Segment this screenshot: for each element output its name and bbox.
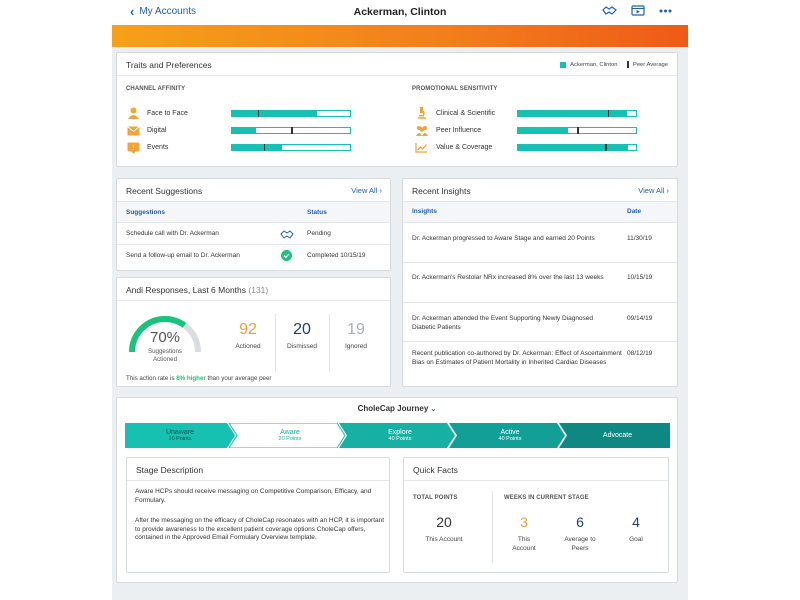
check-circle-icon bbox=[281, 250, 292, 261]
divider bbox=[275, 314, 276, 372]
suggestions-card bbox=[116, 178, 391, 271]
insight-text: Dr. Ackerman progressed to Aware Stage and earned 20 Points bbox=[412, 235, 595, 242]
page-title: Ackerman, Clinton bbox=[353, 6, 447, 18]
channel-bar-0-fill bbox=[232, 111, 317, 116]
insights-view-all-label: View All bbox=[638, 186, 665, 195]
stat-value: 92 bbox=[239, 321, 257, 338]
promo-bar-0 bbox=[517, 110, 637, 117]
total-points-label: This Account bbox=[425, 536, 463, 543]
trend-chart-icon bbox=[415, 142, 428, 153]
col-insights: Insights bbox=[412, 208, 437, 215]
divider bbox=[329, 314, 330, 372]
divider bbox=[403, 262, 677, 263]
stage-points: 20 Points bbox=[278, 435, 302, 442]
weeks-value: 6 bbox=[576, 514, 584, 530]
promo-bar-0-fill bbox=[518, 111, 627, 116]
quick-facts-card bbox=[403, 457, 669, 573]
legend-peer-label: Peer Average bbox=[632, 61, 668, 68]
journey-selector[interactable] bbox=[117, 404, 677, 413]
weeks-value: 3 bbox=[520, 514, 528, 530]
channel-label-2: Events bbox=[147, 144, 169, 151]
stage-advocate[interactable] bbox=[565, 424, 670, 446]
divider bbox=[117, 244, 390, 245]
insight-text: Dr. Ackerman attended the Event Supporting Newly Diagnosed Diabetic Patients bbox=[412, 315, 594, 331]
stage-name: Unaware bbox=[165, 428, 194, 436]
stage-active[interactable] bbox=[455, 424, 565, 446]
promo-bar-0-peer bbox=[608, 110, 610, 117]
events-icon bbox=[127, 142, 140, 154]
col-status: Status bbox=[307, 209, 327, 216]
note-highlight: 8% higher bbox=[176, 375, 206, 382]
stage-description-title: Stage Description bbox=[136, 465, 204, 475]
legend-peer-swatch bbox=[627, 61, 629, 68]
stat-ignored bbox=[333, 321, 379, 350]
channel-bar-2-fill bbox=[232, 145, 282, 150]
chevron-right-icon: › bbox=[379, 186, 382, 195]
traits-title: Traits and Preferences bbox=[126, 60, 212, 70]
responses-title-row bbox=[126, 285, 268, 295]
weeks-label: Goal bbox=[629, 536, 643, 543]
weeks-label: This Account bbox=[512, 536, 536, 552]
face-to-face-icon bbox=[127, 107, 140, 119]
presentation-icon[interactable] bbox=[631, 5, 645, 16]
weeks-heading: WEEKS IN CURRENT STAGE bbox=[504, 495, 589, 501]
handshake-icon[interactable] bbox=[602, 5, 617, 16]
promo-bar-2-peer bbox=[605, 144, 607, 151]
suggestion-status: Pending bbox=[307, 230, 331, 237]
promo-label-2: Value & Coverage bbox=[436, 144, 493, 151]
channel-bar-2 bbox=[231, 144, 351, 151]
stat-label: Actioned bbox=[235, 343, 261, 350]
stage-points: 10 Points bbox=[168, 435, 192, 442]
insights-title: Recent Insights bbox=[412, 186, 471, 196]
chevron-right-icon: › bbox=[666, 186, 669, 195]
stage-explore[interactable] bbox=[345, 424, 455, 446]
stat-label: Dismissed bbox=[287, 343, 317, 350]
more-icon[interactable] bbox=[659, 9, 672, 13]
svg-text:!: ! bbox=[132, 145, 135, 152]
suggestion-text: Schedule call with Dr. Ackerman bbox=[126, 230, 219, 237]
divider bbox=[403, 222, 677, 223]
channel-label-1: Digital bbox=[147, 127, 167, 134]
divider bbox=[404, 480, 668, 481]
responses-title: Andi Responses, Last 6 Months bbox=[126, 285, 247, 295]
top-bar bbox=[112, 0, 688, 25]
app-frame bbox=[112, 0, 688, 600]
chevron-left-icon: ‹ bbox=[130, 3, 135, 19]
stage-name: Advocate bbox=[602, 431, 633, 439]
gauge-label: Suggestions Actioned bbox=[147, 348, 183, 363]
note-prefix: This action rate is bbox=[126, 375, 177, 382]
stage-description-p2: After the messaging on the efficacy of CholeCap resonates with an HCP, it is important to provide awareness to the excellent patient coverage options CholeCap offers, contained in the Approved Email Formulary Overview template. bbox=[135, 517, 385, 541]
promo-bar-1 bbox=[517, 127, 637, 134]
responses-count: (131) bbox=[248, 285, 269, 295]
total-points bbox=[413, 514, 475, 543]
stage-name: Aware bbox=[280, 428, 300, 436]
channel-bar-2-peer bbox=[264, 144, 266, 151]
stat-value: 19 bbox=[347, 321, 365, 338]
col-suggestions: Suggestions bbox=[126, 209, 166, 216]
total-points-value: 20 bbox=[436, 514, 452, 530]
stat-label: Ignored bbox=[344, 343, 368, 350]
back-label: My Accounts bbox=[139, 6, 197, 17]
channel-bar-1-peer bbox=[291, 127, 293, 134]
divider bbox=[117, 222, 390, 223]
gauge-value: 70% bbox=[149, 329, 181, 346]
promo-label-1: Peer Influence bbox=[436, 127, 482, 134]
divider bbox=[117, 75, 677, 76]
insight-date: 08/12/19 bbox=[627, 350, 653, 357]
stat-dismissed bbox=[279, 321, 325, 350]
promo-bar-2 bbox=[517, 144, 637, 151]
insight-date: 10/15/19 bbox=[627, 274, 653, 281]
suggestions-title: Recent Suggestions bbox=[126, 186, 203, 196]
header-banner bbox=[112, 25, 688, 47]
divider bbox=[403, 341, 677, 342]
people-icon bbox=[415, 125, 429, 136]
handshake-icon bbox=[280, 230, 294, 239]
channel-label-0: Face to Face bbox=[147, 110, 188, 117]
weeks-value: 4 bbox=[632, 514, 640, 530]
promo-bar-1-peer bbox=[577, 127, 579, 134]
action-rate-note bbox=[126, 375, 272, 382]
weeks-goal bbox=[616, 514, 656, 543]
promo-bar-2-fill bbox=[518, 145, 628, 150]
stage-description-p1: Aware HCPs should receive messaging on Competitive Comparison, Efficacy, and Formulary. bbox=[135, 488, 372, 504]
stage-name: Explore bbox=[388, 428, 412, 436]
channel-bar-1-fill bbox=[232, 128, 256, 133]
stage-points: 40 Points bbox=[388, 435, 412, 442]
total-points-heading: TOTAL POINTS bbox=[413, 495, 458, 501]
stat-value: 20 bbox=[293, 321, 311, 338]
traits-card bbox=[116, 52, 678, 167]
journey-title: CholeCap Journey bbox=[357, 404, 429, 413]
promo-bar-1-fill bbox=[518, 128, 568, 133]
insight-date: 09/14/19 bbox=[627, 315, 653, 322]
insights-view-all[interactable] bbox=[638, 186, 669, 195]
divider bbox=[127, 480, 389, 481]
channel-bar-1 bbox=[231, 127, 351, 134]
channel-bar-0-peer bbox=[258, 110, 260, 117]
stage-unaware[interactable] bbox=[125, 424, 235, 446]
legend-self-label: Ackerman, Clinton bbox=[570, 61, 618, 68]
insight-text: Dr. Ackerman's Restolar NRx increased 8% over the last 13 weeks bbox=[412, 274, 604, 281]
weeks-this-account bbox=[504, 514, 544, 553]
divider bbox=[492, 491, 493, 563]
col-date: Date bbox=[627, 208, 642, 215]
insight-text: Recent publication co-authored by Dr. Ackerman: Effect of Ascertainment Bias on Estimates of Patient Mortality in Inherited Cardiac Diseases bbox=[412, 350, 622, 366]
channel-affinity-heading: CHANNEL AFFINITY bbox=[126, 86, 186, 92]
insights-card bbox=[402, 178, 678, 387]
promo-sensitivity-heading: PROMOTIONAL SENSITIVITY bbox=[412, 86, 498, 92]
divider bbox=[403, 302, 677, 303]
stage-description-card bbox=[126, 457, 390, 573]
stage-name: Active bbox=[500, 428, 520, 436]
divider bbox=[117, 300, 390, 301]
email-icon bbox=[127, 126, 140, 136]
suggestion-status: Completed 10/15/19 bbox=[307, 252, 366, 259]
suggestions-view-all-label: View All bbox=[351, 186, 378, 195]
stage-aware[interactable] bbox=[235, 424, 345, 446]
stage-points: 40 Points bbox=[498, 435, 522, 442]
note-suffix: than your average peer bbox=[205, 375, 272, 382]
channel-bar-0 bbox=[231, 110, 351, 117]
stat-actioned bbox=[225, 321, 271, 350]
weeks-label: Average to Peers bbox=[564, 536, 596, 552]
journey-card bbox=[116, 397, 678, 583]
microscope-icon bbox=[415, 107, 428, 119]
legend-self-swatch bbox=[560, 62, 566, 68]
suggestions-view-all[interactable] bbox=[351, 186, 382, 195]
quick-facts-title: Quick Facts bbox=[413, 465, 458, 475]
promo-label-0: Clinical & Scientific bbox=[436, 110, 496, 117]
responses-card bbox=[116, 277, 391, 387]
weeks-average bbox=[552, 514, 608, 553]
chevron-down-icon: ⌄ bbox=[430, 406, 437, 413]
insight-date: 11/30/19 bbox=[627, 235, 652, 242]
suggestion-text: Send a follow-up email to Dr. Ackerman bbox=[126, 252, 240, 259]
